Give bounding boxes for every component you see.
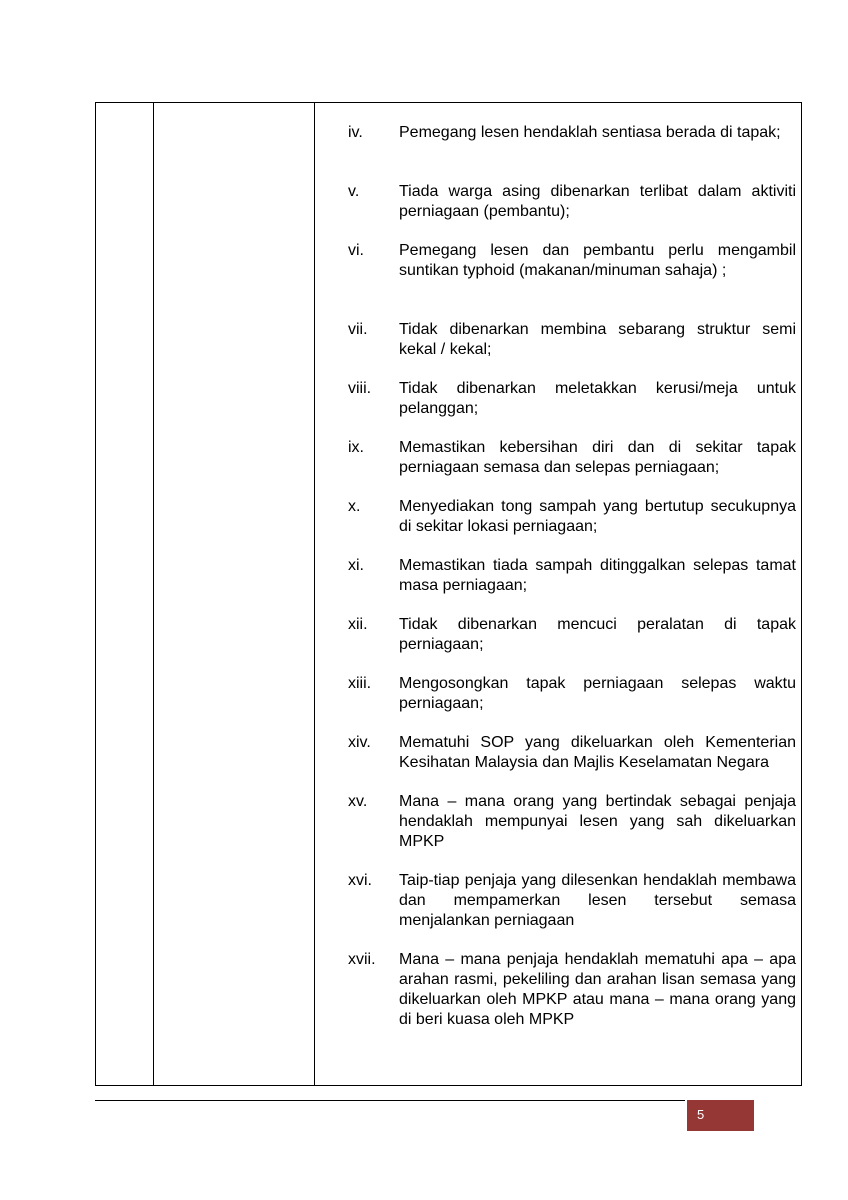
item-text: Mengosongkan tapak perniagaan selepas waktu perniagaan; bbox=[399, 675, 796, 712]
item-number: xii. bbox=[348, 616, 368, 633]
item-number: xiv. bbox=[348, 734, 371, 751]
item-text: Mana – mana orang yang bertindak sebagai penjaja hendaklah mempunyai lesen yang sah dikeluarkan MPKP bbox=[399, 793, 796, 850]
footer-rule bbox=[95, 1100, 685, 1101]
page-number-badge bbox=[687, 1100, 754, 1131]
item-text: Tidak dibenarkan membina sebarang struktur semi kekal / kekal; bbox=[399, 321, 796, 358]
item-text: Tiada warga asing dibenarkan terlibat dalam aktiviti perniagaan (pembantu); bbox=[399, 183, 796, 220]
content-table bbox=[95, 102, 802, 1086]
item-number: xi. bbox=[348, 557, 364, 574]
item-number: xiii. bbox=[348, 675, 372, 692]
item-text: Mematuhi SOP yang dikeluarkan oleh Kementerian Kesihatan Malaysia dan Majlis Keselamatan Negara bbox=[399, 734, 796, 771]
item-number: iv. bbox=[348, 124, 363, 141]
item-number: vii. bbox=[348, 321, 368, 338]
item-number: ix. bbox=[348, 439, 364, 456]
item-text: Menyediakan tong sampah yang bertutup secukupnya di sekitar lokasi perniagaan; bbox=[399, 498, 796, 535]
item-number: xv. bbox=[348, 793, 368, 810]
item-number: x. bbox=[348, 498, 361, 515]
item-number: xvi. bbox=[348, 872, 372, 889]
item-number: v. bbox=[348, 183, 360, 200]
item-text: Pemegang lesen hendaklah sentiasa berada di tapak; bbox=[399, 124, 781, 141]
item-text: Taip-tiap penjaja yang dilesenkan hendaklah membawa dan mempamerkan lesen tersebut semasa menjalankan perniagaan bbox=[399, 872, 796, 929]
item-text: Pemegang lesen dan pembantu perlu mengambil suntikan typhoid (makanan/minuman sahaja) ; bbox=[399, 242, 796, 279]
item-text: Tidak dibenarkan meletakkan kerusi/meja untuk pelanggan; bbox=[399, 380, 796, 417]
page-number: 5 bbox=[697, 1107, 705, 1122]
item-number: xvii. bbox=[348, 951, 376, 968]
item-number: vi. bbox=[348, 242, 364, 259]
item-number: viii. bbox=[348, 380, 372, 397]
item-text: Memastikan tiada sampah ditinggalkan selepas tamat masa perniagaan; bbox=[399, 557, 796, 594]
item-text: Memastikan kebersihan diri dan di sekitar tapak perniagaan semasa dan selepas perniagaan; bbox=[399, 439, 796, 476]
requirements-list bbox=[96, 103, 801, 1085]
item-text: Tidak dibenarkan mencuci peralatan di tapak perniagaan; bbox=[399, 616, 796, 653]
item-text: Mana – mana penjaja hendaklah mematuhi apa – apa arahan rasmi, pekeliling dan arahan lisan semasa yang dikeluarkan oleh MPKP atau mana – mana orang yang di beri kuasa oleh MPKP bbox=[399, 951, 796, 1028]
